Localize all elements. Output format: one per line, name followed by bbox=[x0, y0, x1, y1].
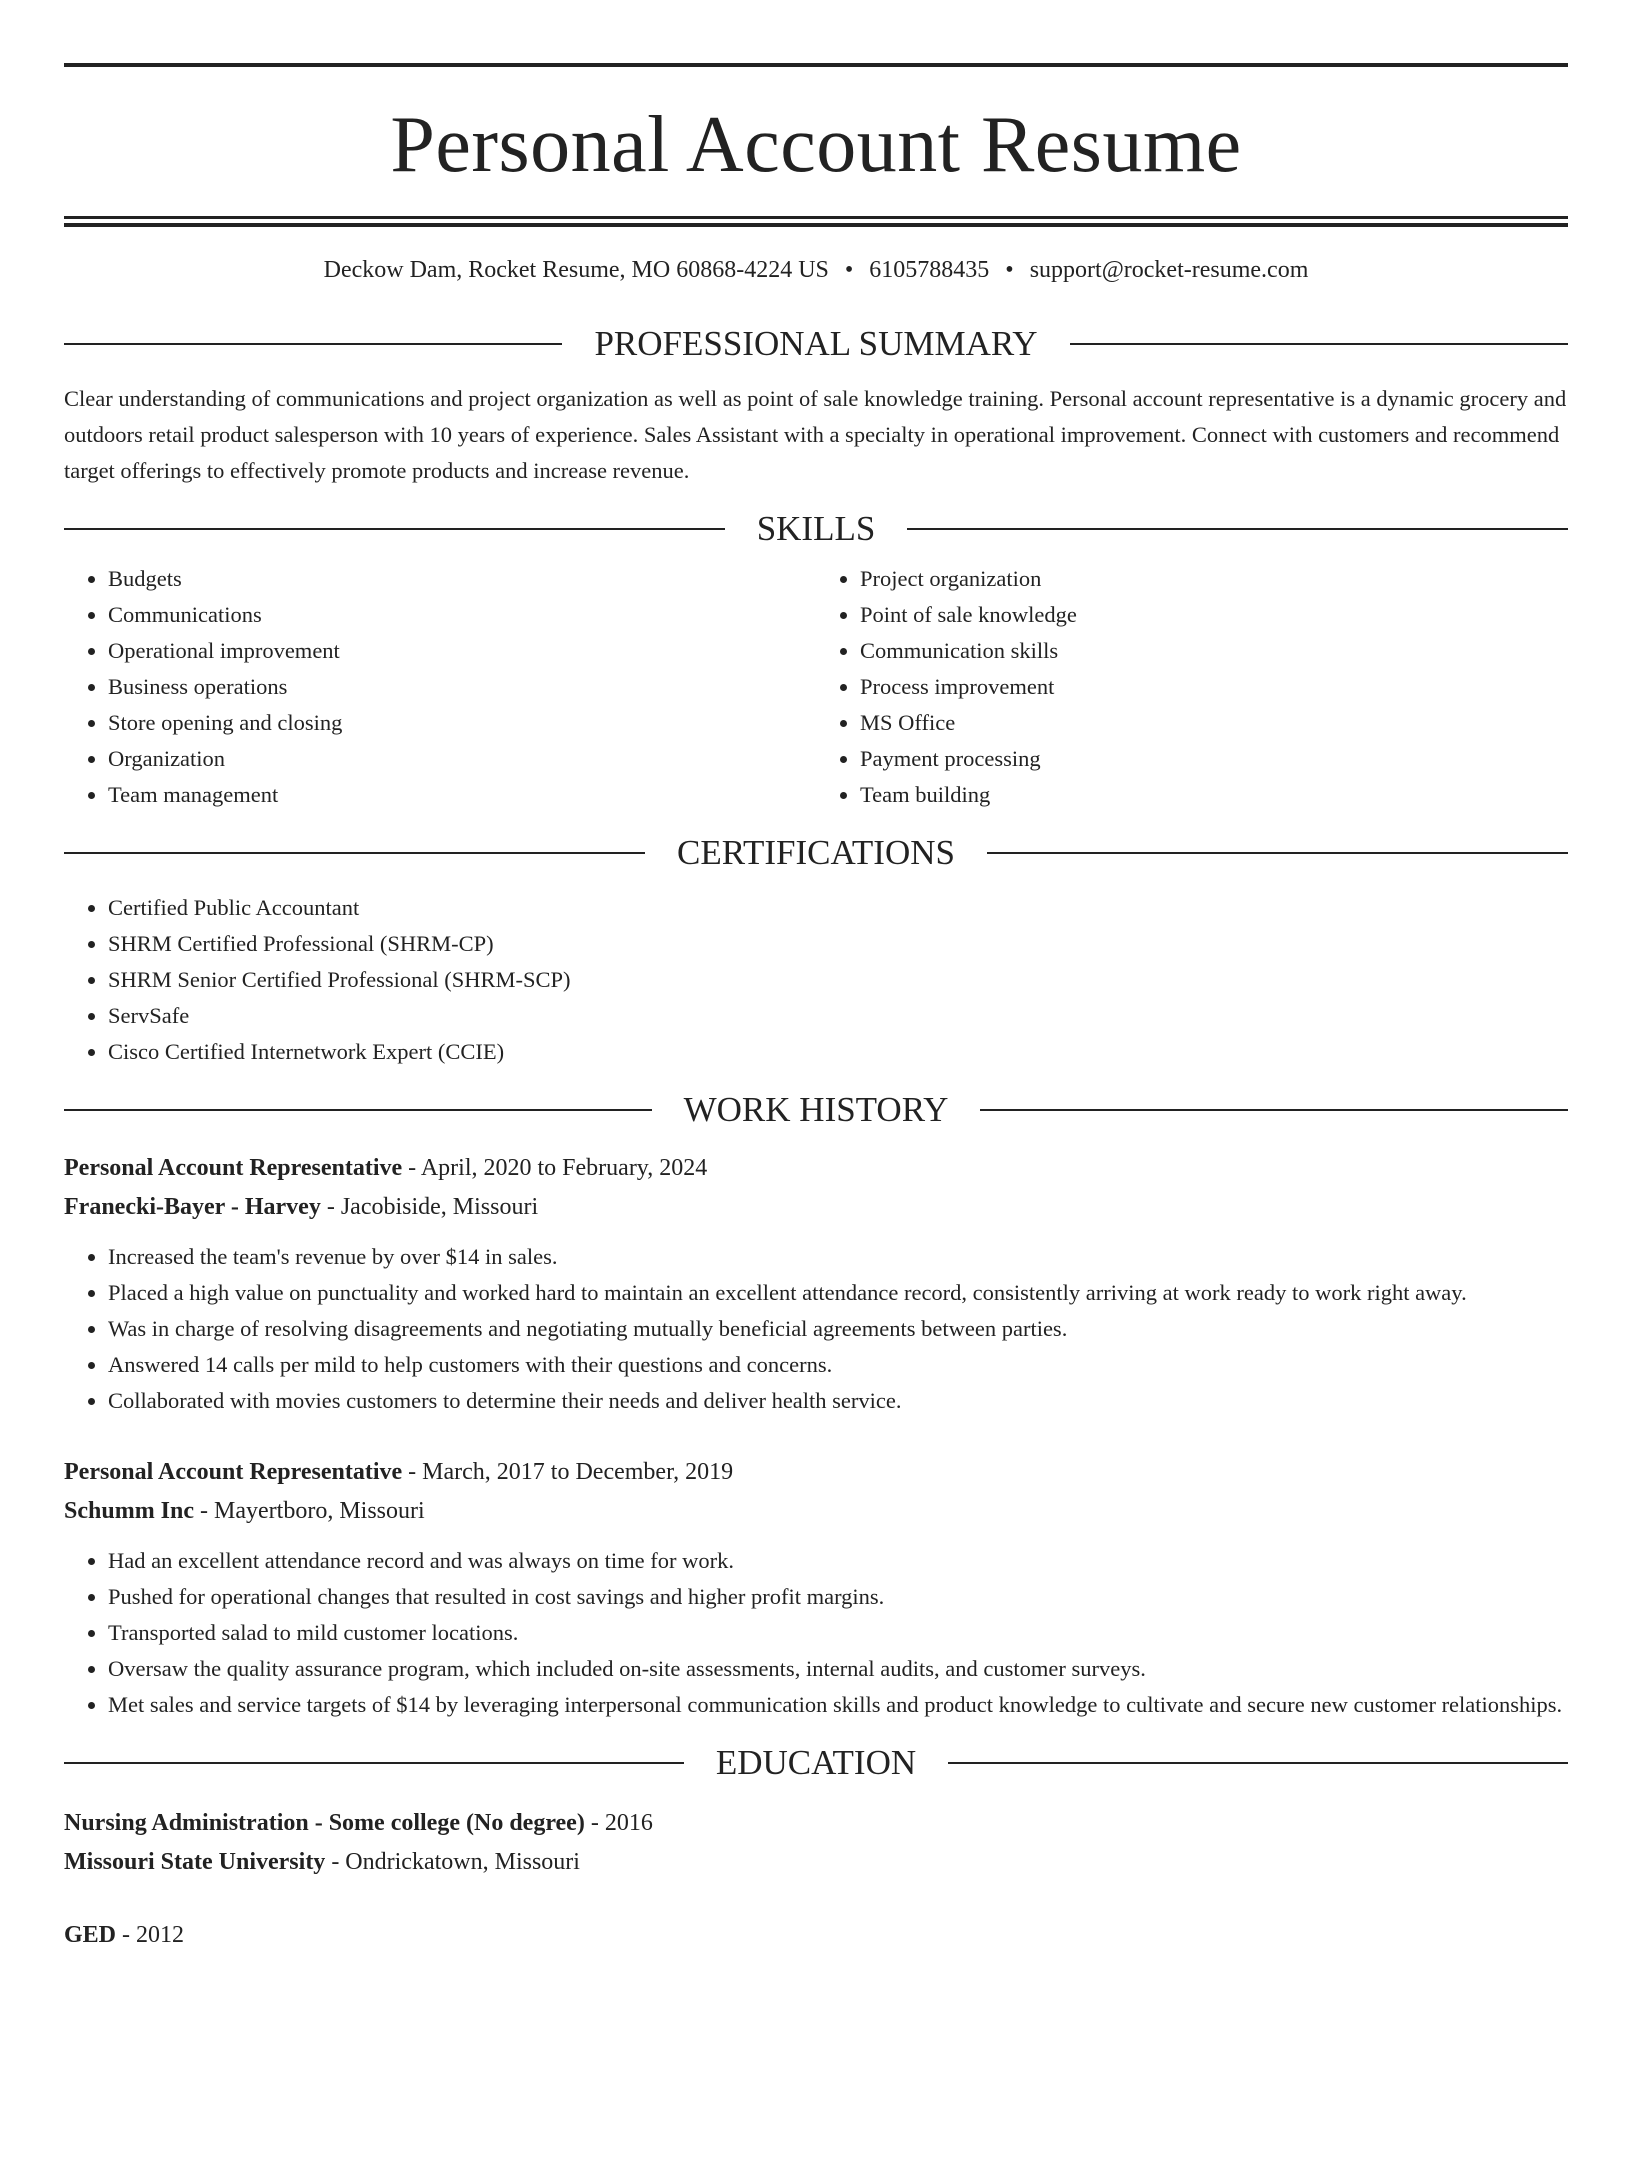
contact-line bbox=[64, 255, 1568, 286]
job-bullets bbox=[64, 1543, 1568, 1723]
contact-separator: • bbox=[844, 257, 854, 283]
job-bullet: • Had an excellent attendance record and was always on time for work. bbox=[108, 1543, 1568, 1579]
skill-item: • Business operations bbox=[108, 669, 816, 705]
job-entry bbox=[64, 1453, 1568, 1723]
contact-email: support@rocket-resume.com bbox=[1029, 257, 1309, 283]
job-bullet: • Met sales and service targets of $14 by leveraging interpersonal communication skills and product knowledge to cultivate and secure new customer relationships. bbox=[108, 1687, 1568, 1723]
certification-item: • Cisco Certified Internetwork Expert (CCIE) bbox=[108, 1034, 1568, 1070]
section-heading-certifications bbox=[64, 833, 1568, 873]
summary-text: Clear understanding of communications and project organization as well as point of sale knowledge training. Personal account representative is a dynamic grocery and outdoors retail product salesperson with 10 years of experience. Sales Assistant with a specialty in operational improvement. Connect with customers and recommend target offerings to effectively promote products and increase revenue. bbox=[64, 386, 1567, 484]
education-degree-line bbox=[64, 1804, 1568, 1843]
job-dates: - March, 2017 to December, 2019 bbox=[402, 1459, 734, 1486]
job-title-line bbox=[64, 1149, 1568, 1188]
skill-item: • Project organization bbox=[860, 561, 1568, 597]
skill-item: • Team management bbox=[108, 777, 816, 813]
contact-phone: 6105788435 bbox=[869, 257, 990, 283]
skill-item: • Operational improvement bbox=[108, 633, 816, 669]
certification-item: • Certified Public Accountant bbox=[108, 890, 1568, 926]
job-entry bbox=[64, 1149, 1568, 1419]
skill-item: • Process improvement bbox=[860, 669, 1568, 705]
contact-address: Deckow Dam, Rocket Resume, MO 60868-4224 US bbox=[323, 257, 829, 283]
skill-item: • Team building bbox=[860, 777, 1568, 813]
education-school: Missouri State University bbox=[64, 1849, 326, 1876]
job-bullet: • Increased the team's revenue by over $14 in sales. bbox=[108, 1239, 1568, 1275]
education-entry bbox=[64, 1916, 1568, 1955]
skills-column-left bbox=[64, 561, 816, 813]
job-location: - Mayertboro, Missouri bbox=[194, 1498, 425, 1525]
heading-rule bbox=[987, 852, 1568, 854]
skill-item: • MS Office bbox=[860, 705, 1568, 741]
education-year: - 2012 bbox=[116, 1922, 185, 1949]
education-degree: Nursing Administration - Some college (No degree) bbox=[64, 1810, 585, 1837]
section-heading-skills bbox=[64, 509, 1568, 549]
certification-item: • SHRM Certified Professional (SHRM-CP) bbox=[108, 926, 1568, 962]
job-bullet: • Placed a high value on punctuality and worked hard to maintain an excellent attendance record, consistently arriving at work ready to work right away. bbox=[108, 1275, 1568, 1311]
heading-rule bbox=[948, 1762, 1568, 1764]
education-degree-line bbox=[64, 1916, 1568, 1955]
job-company: Schumm Inc bbox=[64, 1498, 195, 1525]
heading-rule bbox=[1070, 343, 1568, 345]
job-company-line bbox=[64, 1188, 1568, 1227]
education-year: - 2016 bbox=[584, 1810, 653, 1837]
skill-item: • Store opening and closing bbox=[108, 705, 816, 741]
skill-item: • Communications bbox=[108, 597, 816, 633]
education-entry bbox=[64, 1804, 1568, 1882]
section-heading-education bbox=[64, 1743, 1568, 1783]
section-title: SKILLS bbox=[756, 509, 876, 549]
certification-item: • ServSafe bbox=[108, 998, 1568, 1034]
job-dates: - April, 2020 to February, 2024 bbox=[402, 1155, 708, 1182]
job-bullet: • Collaborated with movies customers to determine their needs and deliver health service. bbox=[108, 1383, 1568, 1419]
section-heading-work-history bbox=[64, 1090, 1568, 1130]
heading-rule bbox=[64, 528, 725, 530]
section-title: WORK HISTORY bbox=[683, 1090, 949, 1130]
education-school-line bbox=[64, 1843, 1568, 1882]
heading-rule bbox=[64, 343, 562, 345]
job-bullet: • Answered 14 calls per mild to help customers with their questions and concerns. bbox=[108, 1347, 1568, 1383]
section-title: EDUCATION bbox=[715, 1743, 917, 1783]
job-bullet: • Was in charge of resolving disagreements and negotiating mutually beneficial agreements between parties. bbox=[108, 1311, 1568, 1347]
section-title: CERTIFICATIONS bbox=[677, 833, 955, 873]
certification-item: • SHRM Senior Certified Professional (SHRM-SCP) bbox=[108, 962, 1568, 998]
heading-rule bbox=[64, 1762, 684, 1764]
skills-column-right bbox=[816, 561, 1568, 813]
skills-list bbox=[64, 561, 1568, 813]
job-location: - Jacobiside, Missouri bbox=[320, 1194, 539, 1221]
job-title: Personal Account Representative bbox=[64, 1155, 403, 1182]
skill-item: • Organization bbox=[108, 741, 816, 777]
certifications-list bbox=[64, 890, 1568, 1070]
education-degree: GED bbox=[64, 1922, 117, 1949]
double-rule bbox=[64, 216, 1568, 227]
education-location: - Ondrickatown, Missouri bbox=[325, 1849, 580, 1876]
top-rule bbox=[64, 63, 1568, 67]
heading-rule bbox=[64, 1109, 652, 1111]
job-bullet: • Pushed for operational changes that resulted in cost savings and higher profit margins. bbox=[108, 1579, 1568, 1615]
heading-rule bbox=[980, 1109, 1568, 1111]
job-bullet: • Oversaw the quality assurance program, which included on-site assessments, internal audits, and customer surveys. bbox=[108, 1651, 1568, 1687]
resume-title: Personal Account Resume bbox=[390, 101, 1242, 189]
job-title: Personal Account Representative bbox=[64, 1459, 403, 1486]
skill-item: • Point of sale knowledge bbox=[860, 597, 1568, 633]
heading-rule bbox=[907, 528, 1568, 530]
job-bullets bbox=[64, 1239, 1568, 1419]
section-heading-summary bbox=[64, 324, 1568, 364]
job-bullet: • Transported salad to mild customer locations. bbox=[108, 1615, 1568, 1651]
heading-rule bbox=[64, 852, 645, 854]
section-title: PROFESSIONAL SUMMARY bbox=[594, 324, 1038, 364]
skill-item: • Payment processing bbox=[860, 741, 1568, 777]
job-company: Franecki-Bayer - Harvey bbox=[64, 1194, 321, 1221]
skill-item: • Budgets bbox=[108, 561, 816, 597]
job-title-line bbox=[64, 1453, 1568, 1492]
job-company-line bbox=[64, 1492, 1568, 1531]
resume-page bbox=[0, 63, 1632, 2175]
contact-separator: • bbox=[1005, 257, 1014, 283]
skill-item: • Communication skills bbox=[860, 633, 1568, 669]
